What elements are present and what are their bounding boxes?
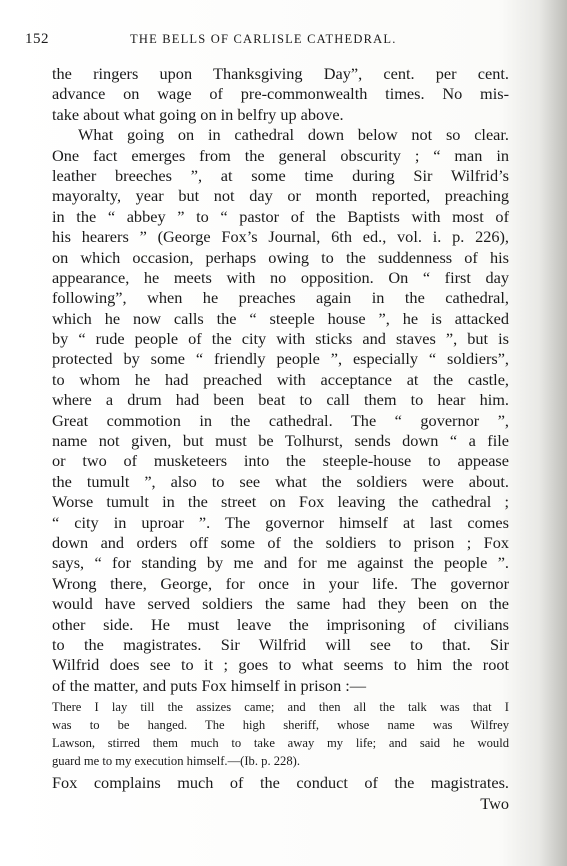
text-line: protected by some “ friendly people ”, especially “ soldiers”,	[52, 349, 509, 369]
text-line: which he now calls the “ steeple house ”, he is attacked	[52, 308, 509, 328]
running-title: THE BELLS OF CARLISLE CATHEDRAL.	[130, 32, 397, 46]
text-line: where a drum had been beat to call them to hear him.	[52, 390, 509, 410]
text-line: mayoralty, year but not day or month reported, preaching	[52, 186, 509, 206]
text-line: to the magistrates. Sir Wilfrid will see to that. Sir	[52, 634, 509, 654]
text-line: in the “ abbey ” to “ pastor of the Baptists with most of	[52, 206, 509, 226]
block-quote	[52, 698, 509, 770]
text-line: Wrong there, George, for once in your life. The governor	[52, 573, 509, 593]
paragraph-2	[52, 125, 509, 696]
text-line: appearance, he meets with no opposition. On “ first day	[52, 267, 509, 287]
text-line: his hearers ” (George Fox’s Journal, 6th ed., vol. i. p. 226),	[52, 227, 509, 247]
text-line: the tumult ”, also to see what the soldiers were about.	[52, 471, 509, 491]
text-line: other side. He must leave the imprisoning of civilians	[52, 614, 509, 634]
text-line: name not given, but must be Tolhurst, sends down “ a file	[52, 431, 509, 451]
text-line: “ city in uproar ”. The governor himself at last comes	[52, 512, 509, 532]
paragraph-1	[52, 64, 509, 125]
page-number: 152	[25, 31, 49, 47]
text-line: One fact emerges from the general obscurity ; “ man in	[52, 145, 509, 165]
text-line: of the matter, and puts Fox himself in prison :—	[52, 675, 367, 695]
text-line: would have served soldiers the same had they been on the	[52, 594, 509, 614]
quote-line: Lawson, stirred them much to take away my life; and said he would	[52, 736, 509, 751]
text-line: leather breeches ”, at some time during Sir Wilfrid’s	[52, 165, 509, 185]
quote-line: guard me to my execution himself.—(Ib. p. 228).	[52, 754, 300, 769]
text-line: to whom he had preached with acceptance at the castle,	[52, 369, 509, 389]
text-line: take about what going on in belfry up above.	[52, 104, 344, 124]
text-line: or two of musketeers into the steeple-house to appease	[52, 451, 509, 471]
text-line: down and orders off some of the soldiers to prison ; Fox	[52, 532, 509, 552]
quote-line: was to be hanged. The high sheriff, whose name was Wilfrey	[52, 718, 509, 733]
catchword: Two	[480, 793, 509, 813]
body-text	[52, 64, 509, 814]
text-line: What going on in cathedral down below not so clear.	[78, 125, 509, 145]
text-line: Worse tumult in the street on Fox leaving the cathedral ;	[52, 492, 509, 512]
text-line: on which occasion, perhaps owing to the suddenness of his	[52, 247, 509, 267]
text-line: says, “ for standing by me and for me against the people ”.	[52, 553, 509, 573]
text-line: the ringers upon Thanksgiving Day”, cent. per cent.	[52, 64, 509, 83]
text-line: following”, when he preaches again in the cathedral,	[52, 288, 509, 308]
closing-line: Fox complains much of the conduct of the magistrates.	[52, 773, 509, 793]
text-line: Great commotion in the cathedral. The “ governor ”,	[52, 410, 509, 430]
quote-line: There I lay till the assizes came; and then all the talk was that I	[52, 700, 509, 715]
text-line: advance on wage of pre-commonwealth times. No mis-	[52, 84, 509, 104]
text-line: Wilfrid does see to it ; goes to what seems to him the root	[52, 655, 509, 675]
text-line: by “ rude people of the city with sticks and staves ”, but is	[52, 329, 509, 349]
page-header	[25, 31, 505, 51]
